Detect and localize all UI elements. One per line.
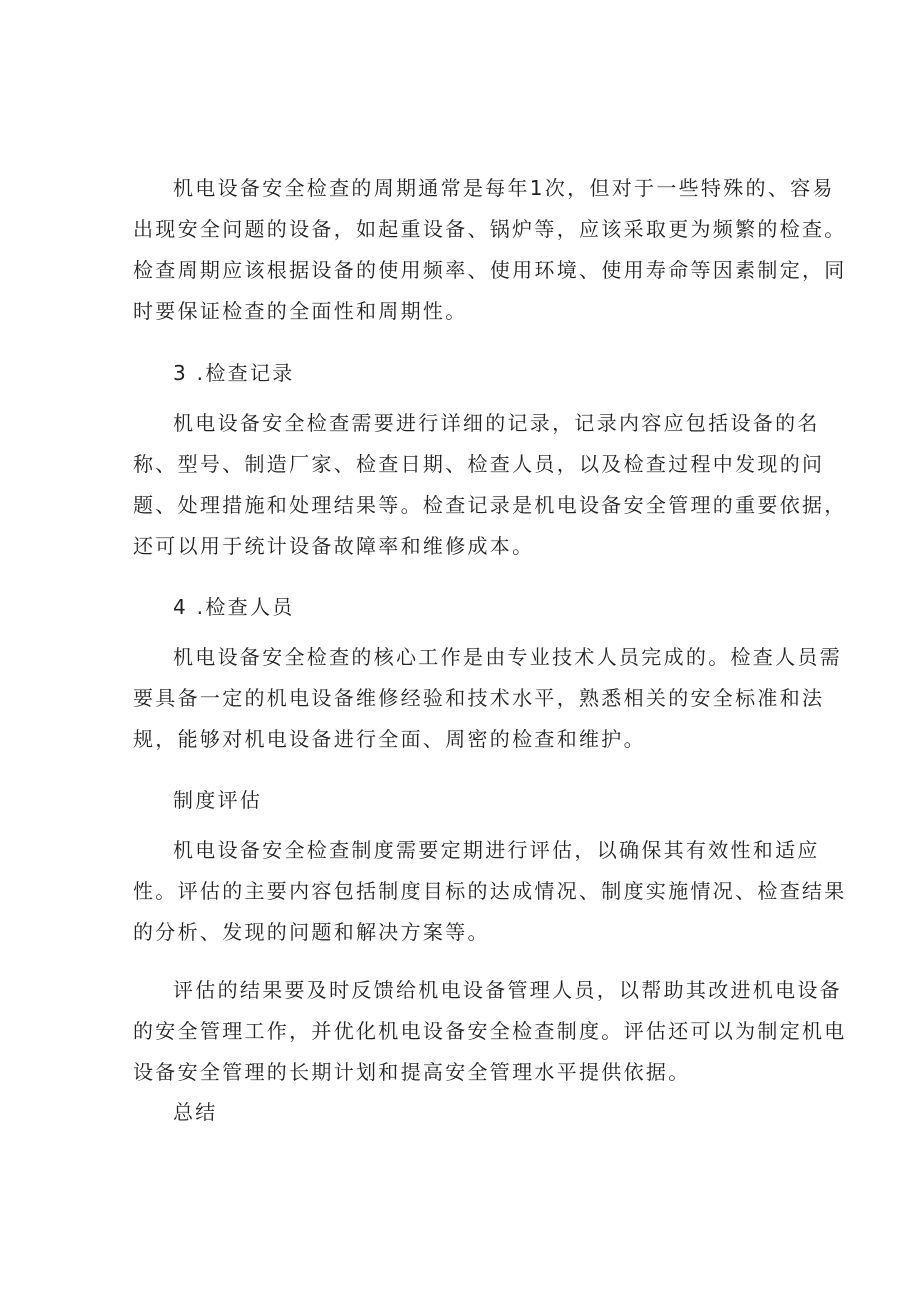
paragraph-line: 称、型号、制造厂家、检查日期、检查人员，以及检查过程中发现的问 — [133, 452, 825, 476]
paragraph-line: 机电设备安全检查制度需要定期进行评估，以确保其有效性和适应 — [173, 838, 820, 862]
section-heading: 3 .检查记录 — [173, 361, 295, 385]
paragraph-line: 机电设备安全检查需要进行详细的记录，记录内容应包括设备的名 — [173, 411, 820, 435]
paragraph-line: 机电设备安全检查的周期通常是每年1次，但对于一些特殊的、容易 — [173, 176, 835, 200]
paragraph-line: 机电设备安全检查的核心工作是由专业技术人员完成的。检查人员需 — [173, 645, 842, 669]
section-heading: 4 .检查人员 — [173, 595, 295, 619]
paragraph-line: 设备安全管理的长期计划和提高安全管理水平提供依据。 — [133, 1060, 691, 1084]
paragraph-line: 要具备一定的机电设备维修经验和技术水平，熟悉相关的安全标准和法 — [133, 686, 825, 710]
paragraph-line: 检查周期应该根据设备的使用频率、使用环境、使用寿命等因素制定，同 — [133, 258, 847, 282]
paragraph-line: 性。评估的主要内容包括制度目标的达成情况、制度实施情况、检查结果 — [133, 879, 847, 903]
paragraph-line: 题、处理措施和处理结果等。检查记录是机电设备安全管理的重要依据， — [133, 493, 847, 517]
paragraph-line: 还可以用于统计设备故障率和维修成本。 — [133, 534, 535, 558]
paragraph-line: 的安全管理工作，并优化机电设备安全检查制度。评估还可以为制定机电 — [133, 1019, 847, 1043]
section-heading: 总结 — [173, 1100, 218, 1124]
section-heading: 制度评估 — [173, 788, 263, 812]
paragraph-line: 规，能够对机电设备进行全面、周密的检查和维护。 — [133, 727, 646, 751]
paragraph-line: 时要保证检查的全面性和周期性。 — [133, 299, 468, 323]
paragraph-line: 的分析、发现的问题和解决方案等。 — [133, 920, 490, 944]
paragraph-line: 出现安全问题的设备，如起重设备、锅炉等，应该采取更为频繁的检查。 — [133, 217, 847, 241]
paragraph-line: 评估的结果要及时反馈给机电设备管理人员，以帮助其改进机电设备 — [173, 978, 842, 1002]
